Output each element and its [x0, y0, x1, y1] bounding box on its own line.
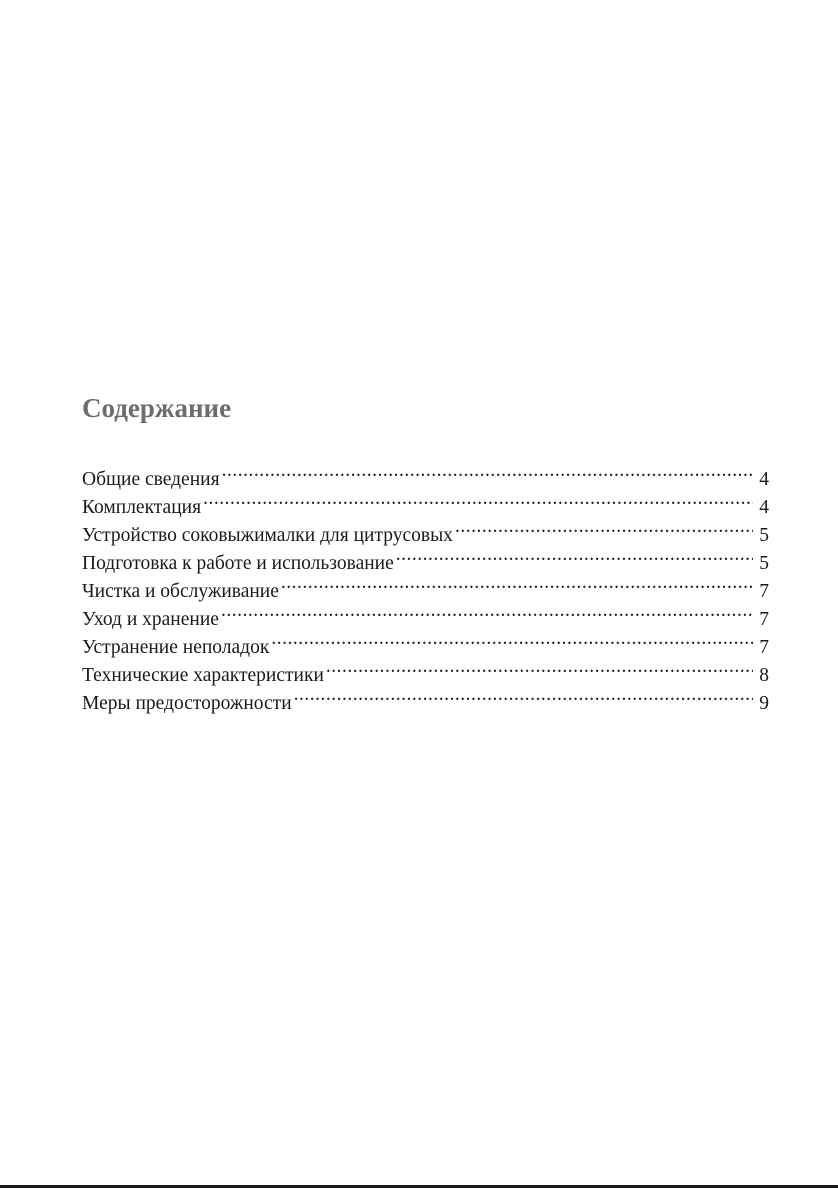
toc-dot-leader	[455, 513, 753, 541]
toc-dot-leader	[221, 597, 753, 625]
toc-dot-leader	[396, 541, 753, 569]
toc-list	[82, 457, 769, 714]
toc-page-number: 4	[759, 497, 769, 518]
toc-entry-text: Подготовка к работе и использование	[82, 553, 394, 574]
toc-page-number: 9	[759, 693, 769, 714]
toc-page-number: 5	[759, 525, 769, 546]
toc-dot-leader	[281, 569, 753, 597]
toc-page-number: 5	[759, 553, 769, 574]
toc-entry-text: Чистка и обслуживание	[82, 581, 279, 602]
toc-entry-text: Устранение неполадок	[82, 637, 270, 658]
toc-page-number: 7	[759, 609, 769, 630]
toc-dot-leader	[222, 457, 753, 485]
toc-dot-leader	[294, 681, 753, 709]
toc-page-number: 8	[759, 665, 769, 686]
toc-entry-text: Технические характеристики	[82, 665, 324, 686]
toc-dot-leader	[203, 485, 753, 513]
toc-entry-text: Меры предосторожности	[82, 693, 292, 714]
toc-page-number: 7	[759, 637, 769, 658]
toc-entry-text: Комплектация	[82, 497, 202, 518]
toc-entry-text: Уход и хранение	[82, 609, 219, 630]
toc-title: Содержание	[82, 393, 232, 423]
table-of-contents	[82, 392, 769, 714]
toc-dot-leader	[326, 653, 753, 681]
toc-page-number: 7	[759, 581, 769, 602]
toc-entry-text: Устройство соковыжималки для цитрусовых	[82, 525, 453, 546]
toc-page-number: 4	[759, 469, 769, 490]
toc-dot-leader	[271, 625, 753, 653]
toc-entry-text: Общие сведения	[82, 469, 220, 490]
toc-entry[interactable]	[82, 457, 769, 490]
